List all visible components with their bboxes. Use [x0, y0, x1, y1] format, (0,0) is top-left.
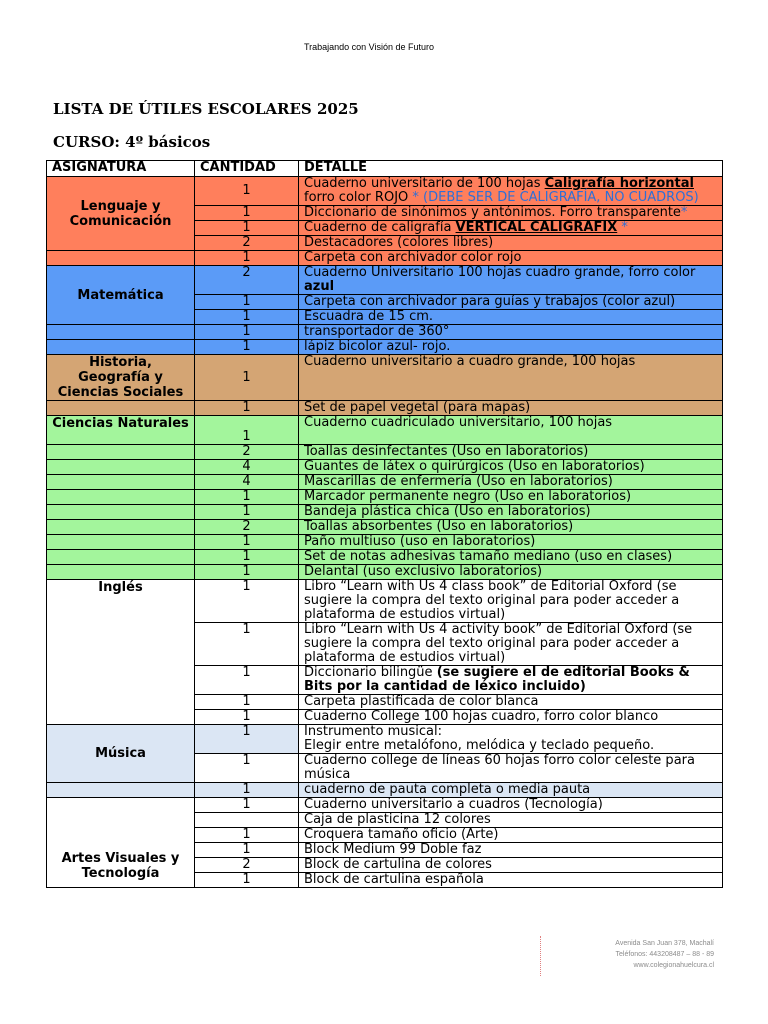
table-row [47, 505, 723, 520]
detail-cell: Carpeta con archivador para guías y trabajos (color azul) [299, 295, 723, 310]
subject-cell-empty [47, 475, 195, 490]
column-header: CANTIDAD [195, 161, 299, 177]
qty-cell: 2 [195, 858, 299, 873]
qty-cell: 4 [195, 475, 299, 490]
table-row [47, 475, 723, 490]
detail-cell: Toallas absorbentes (Uso en laboratorios) [299, 520, 723, 535]
subject-cell-empty [47, 490, 195, 505]
qty-cell: 1 [195, 340, 299, 355]
qty-cell: 2 [195, 520, 299, 535]
course-label: CURSO: 4º básicos [53, 133, 211, 151]
footer-phones: Teléfonos: 443208487 – 88 - 89 [615, 951, 714, 958]
table-header-row [47, 161, 723, 177]
qty-cell: 1 [195, 565, 299, 580]
table-row [47, 266, 723, 295]
detail-cell: Mascarillas de enfermería (Uso en laboratorios) [299, 475, 723, 490]
table-row [47, 783, 723, 798]
detail-cell: Cuaderno cuadriculado universitario, 100 hojas [299, 416, 723, 445]
subject-cell-empty [47, 445, 195, 460]
subject-cell-empty [47, 460, 195, 475]
detail-cell: Toallas desinfectantes (Uso en laboratorios) [299, 445, 723, 460]
detail-cell: Escuadra de 15 cm. [299, 310, 723, 325]
qty-cell: 1 [195, 416, 299, 445]
qty-cell: 1 [195, 798, 299, 813]
qty-cell: 1 [195, 873, 299, 888]
subject-cell-empty [47, 340, 195, 355]
subject-musica: Música [47, 725, 195, 783]
qty-cell: 1 [195, 325, 299, 340]
qty-cell: 1 [195, 725, 299, 754]
subject-ciencias: Ciencias Naturales [47, 416, 195, 445]
qty-cell: 1 [195, 535, 299, 550]
qty-cell: 4 [195, 460, 299, 475]
column-header: DETALLE [299, 161, 723, 177]
detail-cell: Diccionario bilingüe (se sugiere el de editorial Books & Bits por la cantidad de léxico incluido) [299, 666, 723, 695]
detail-cell: Block Medium 99 Doble faz [299, 843, 723, 858]
qty-cell [195, 813, 299, 828]
qty-cell: 1 [195, 580, 299, 623]
detail-cell: Cuaderno college de líneas 60 hojas forro color celeste para música [299, 754, 723, 783]
table-row [47, 325, 723, 340]
detail-cell: Destacadores (colores libres) [299, 236, 723, 251]
table-row [47, 565, 723, 580]
qty-cell: 2 [195, 236, 299, 251]
detail-cell: Bandeja plástica chica (Uso en laboratorios) [299, 505, 723, 520]
qty-cell: 1 [195, 310, 299, 325]
detail-cell: Set de papel vegetal (para mapas) [299, 401, 723, 416]
table-row [47, 445, 723, 460]
detail-cell: Guantes de látex o quirúrgicos (Uso en laboratorios) [299, 460, 723, 475]
qty-cell: 2 [195, 266, 299, 295]
qty-cell: 2 [195, 445, 299, 460]
detail-cell: lápiz bicolor azul- rojo. [299, 340, 723, 355]
subject-cell-empty [47, 565, 195, 580]
table-row [47, 416, 723, 445]
supplies-table [46, 160, 723, 888]
qty-cell: 1 [195, 828, 299, 843]
subject-artes: Artes Visuales y Tecnología [47, 798, 195, 888]
qty-cell: 1 [195, 783, 299, 798]
qty-cell: 1 [195, 695, 299, 710]
subject-cell-empty [47, 535, 195, 550]
detail-cell: Libro “Learn with Us 4 class book” de Editorial Oxford (se sugiere la compra del texto original para poder acceder a plataforma de estudios virtual) [299, 580, 723, 623]
qty-cell: 1 [195, 490, 299, 505]
qty-cell: 1 [195, 221, 299, 236]
subject-lenguaje: Lenguaje y Comunicación [47, 177, 195, 251]
table-row [47, 177, 723, 206]
table-row [47, 550, 723, 565]
detail-cell: Cuaderno College 100 hojas cuadro, forro color blanco [299, 710, 723, 725]
detail-cell: Libro “Learn with Us 4 activity book” de Editorial Oxford (se sugiere la compra del texto original para poder acceder a plataforma de estudios virtual) [299, 623, 723, 666]
subject-cell-empty [47, 520, 195, 535]
table-row [47, 580, 723, 623]
detail-cell: Carpeta plastificada de color blanca [299, 695, 723, 710]
qty-cell: 1 [195, 177, 299, 206]
detail-cell: transportador de 360° [299, 325, 723, 340]
qty-cell: 1 [195, 505, 299, 520]
qty-cell: 1 [195, 710, 299, 725]
table-row [47, 798, 723, 813]
qty-cell: 1 [195, 355, 299, 401]
detail-cell: Diccionario de sinónimos y antónimos. Forro transparente* [299, 206, 723, 221]
detail-cell: Cuaderno universitario de 100 hojas Caligrafía horizontal forro color ROJO * (DEBE SER DE CALIGRAFÍA, NO CUADROS) [299, 177, 723, 206]
subject-matematica: Matemática [47, 266, 195, 325]
qty-cell: 1 [195, 550, 299, 565]
qty-cell: 1 [195, 843, 299, 858]
detail-cell: cuaderno de pauta completa o media pauta [299, 783, 723, 798]
subject-cell-empty [47, 401, 195, 416]
subject-cell-empty [47, 550, 195, 565]
detail-cell: Delantal (uso exclusivo laboratorios) [299, 565, 723, 580]
page-title: LISTA DE ÚTILES ESCOLARES 2025 [53, 100, 359, 118]
page-header: Trabajando con Visión de Futuro [303, 42, 435, 52]
table-row [47, 251, 723, 266]
page-footer [588, 938, 714, 971]
detail-cell: Cuaderno de caligrafía VERTICAL CALIGRAFIX * [299, 221, 723, 236]
detail-cell: Instrumento musical: Elegir entre metalófono, melódica y teclado pequeño. [299, 725, 723, 754]
table-row [47, 490, 723, 505]
subject-historia: Historia, Geografía y Ciencias Sociales [47, 355, 195, 401]
detail-cell: Carpeta con archivador color rojo [299, 251, 723, 266]
qty-cell: 1 [195, 251, 299, 266]
table-row [47, 401, 723, 416]
table-row [47, 725, 723, 754]
detail-cell: Caja de plasticina 12 colores [299, 813, 723, 828]
detail-cell: Paño multiuso (uso en laboratorios) [299, 535, 723, 550]
detail-cell: Block de cartulina de colores [299, 858, 723, 873]
qty-cell: 1 [195, 754, 299, 783]
detail-cell: Cuaderno universitario a cuadros (Tecnología) [299, 798, 723, 813]
qty-cell: 1 [195, 295, 299, 310]
table-row [47, 355, 723, 401]
detail-cell: Croquera tamaño oficio (Arte) [299, 828, 723, 843]
qty-cell: 1 [195, 623, 299, 666]
qty-cell: 1 [195, 401, 299, 416]
detail-cell: Marcador permanente negro (Uso en laboratorios) [299, 490, 723, 505]
detail-cell: Cuaderno Universitario 100 hojas cuadro grande, forro color azul [299, 266, 723, 295]
subject-ingles: Inglés [47, 580, 195, 725]
footer-web: www.colegionahuelcura.cl [633, 962, 714, 969]
table-row [47, 520, 723, 535]
subject-cell-empty [47, 325, 195, 340]
detail-cell: Block de cartulina española [299, 873, 723, 888]
footer-divider [540, 936, 541, 976]
detail-cell: Cuaderno universitario a cuadro grande, 100 hojas [299, 355, 723, 401]
qty-cell: 1 [195, 666, 299, 695]
footer-address: Avenida San Juan 378, Machalí [615, 940, 714, 947]
detail-cell: Set de notas adhesivas tamaño mediano (uso en clases) [299, 550, 723, 565]
column-header: ASIGNATURA [47, 161, 195, 177]
qty-cell: 1 [195, 206, 299, 221]
subject-cell-empty [47, 505, 195, 520]
table-row [47, 460, 723, 475]
table-row [47, 535, 723, 550]
subject-cell-empty [47, 251, 195, 266]
subject-cell-empty [47, 783, 195, 798]
table-row [47, 340, 723, 355]
